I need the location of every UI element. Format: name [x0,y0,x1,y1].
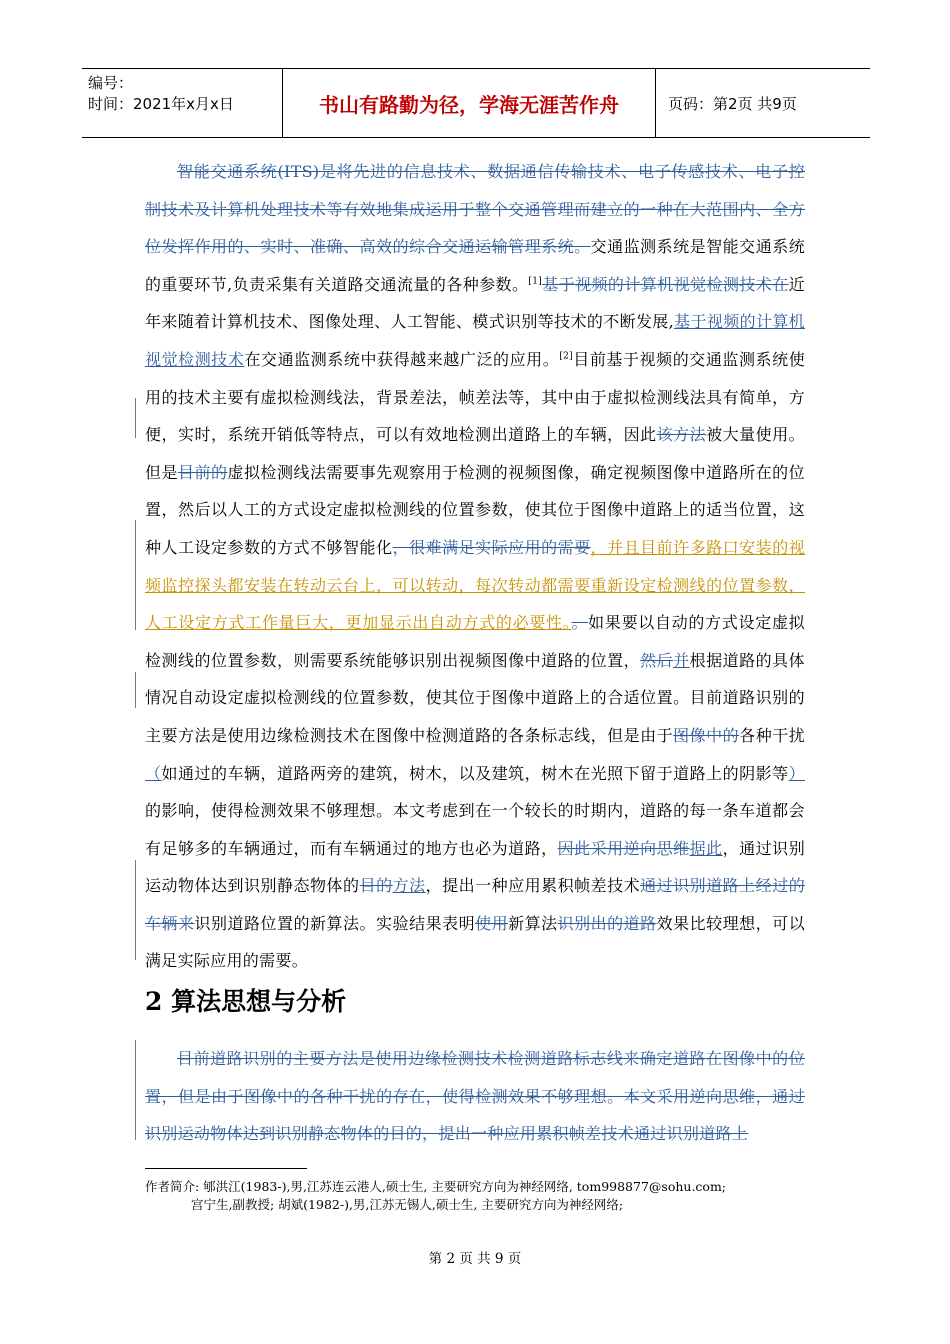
text-run: 如果要以自动的方式设定虚拟检测线的位置参数，则需要系统能够识别出视频图像中道路的位置， [145,613,805,670]
change-bar [135,398,136,438]
change-bar [135,520,136,630]
footnote-line-1: 作者简介: 郇洪江(1983-),男,江苏连云港人,硕士生, 主要研究方向为神经网络, tom998877@sohu.com; [145,1179,727,1194]
deleted-text: 该方法 [656,425,707,445]
page-number: 第 2 页 共 9 页 [428,1251,522,1267]
deleted-text: 因此采用逆向思维 [557,838,690,858]
header-page: 页码：第2页 共9页 [668,94,797,113]
text-run: ，通过识别运动物体达到识别静态物体的 [145,838,805,896]
text-run: 识别道路位置的新算法。实验结果表明 [194,913,476,933]
text-run: 交通监测系统是智能交通系统的重要环节,负责采集有关道路交通流量的各种参数。 [145,237,805,294]
footnote-line-2: 宫宁生,副教授; 胡斌(1982-),男,江苏无锡人,硕士生, 主要研究方向为神经网络; [191,1197,624,1212]
text-run: 被大量使用。但是 [145,425,805,482]
header-motto: 书山有路勤为径，学海无涯苦作舟 [283,69,656,137]
deleted-text: 然后 [640,650,674,670]
deleted-text: 目的 [359,876,393,896]
deleted-text: 识别出的道路 [557,913,657,933]
text-run: 根据道路的具体情况自动设定虚拟检测线的位置参数，使其位于图像中道路上的合适位置。目前道路识别的主要方法是使用边缘检测技术在图像中检测道路的各条标志线，但是由于 [145,650,805,745]
citation-ref: [2] [559,351,573,362]
header-info [82,69,283,137]
text-run: 的影响，使得检测效果不够理想。本文考虑到在一个较长的时期内，道路的每一条车道都会有足够多的车辆通过，而有车辆通过的地方也必为道路， [145,801,805,858]
citation-ref: [1] [528,276,543,287]
header-time: 时间：2021年x月x日 [88,95,234,113]
inserted-text: ） [788,763,805,783]
inserted-text: ，并且目前许多路口安装的视频监控探头都安装在转动云台上，可以转动，每次转动都需要重新设定检测线的位置参数，人工设定方式工作量巨大，更加显示出自动方式的必要性。 [145,537,805,633]
footnote [145,1178,825,1214]
inserted-text: 基于视频的计算机视觉检测技术 [145,312,805,369]
text-run: 近年来随着计算机技术、图像处理、人工智能、模式识别等技术的不断发展, [145,274,805,332]
deleted-text: 使用 [475,913,509,933]
text-run: 在交通监测系统中获得越来越广泛的应用。 [244,349,560,369]
deleted-text: 智能交通系统(ITS)是将先进的信息技术、数据通信传输技术、电子传感技术、电子控制技术及计算机处理技术等有效地集成运用于整个交通管理而建立的一种在大范围内、全方位发挥作用的、实时、准确、高效的综合交通运输管理系统。 [145,162,805,257]
text-run: 各种干扰 [739,725,806,745]
deleted-text: 图像中的 [673,725,740,745]
text-run: 虚拟检测线法需要事先观察用于检测的视频图像，确定视频图像中道路所在的位置，然后以人工的方式设定虚拟检测线的位置参数，使其位于图像中道路上的适当位置，这种人工设定参数的方式不够智能化 [145,462,805,557]
intro-paragraph [145,153,805,980]
text-run: 如通过的车辆，道路两旁的建筑，树木，以及建筑，树木在光照下留于道路上的阴影等 [161,763,789,783]
text-run: 效果比较理想，可以满足实际应用的需要。 [145,913,805,971]
change-bar [135,1040,136,1140]
change-bar [135,860,136,960]
footnote-rule [145,1168,307,1169]
inserted-text: 方法 [392,876,426,896]
body-text [145,153,805,980]
deleted-paragraph [145,1040,805,1152]
section-heading: 2 算法思想与分析 [145,987,347,1016]
inserted-text: 并 [673,650,690,670]
text-run: ，提出一种应用累积帧差技术 [425,876,641,896]
deleted-text: 通过识别道路上经过的车辆来 [145,876,805,933]
page-header [82,68,870,138]
text-run: 目前基于视频的交通监测系统使用的技术主要有虚拟检测线法，背景差法，帧差法等，其中由于虚拟检测线法具有简单，方便，实时，系统开销低等特点，可以有效地检测出道路上的车辆，因此 [145,349,805,445]
text-run: 新算法 [508,913,558,933]
deleted-text: 目前的 [178,462,228,482]
header-number: 编号： [88,74,134,92]
deleted-text: 。 [571,613,589,633]
deleted-text: ，很难满足实际应用的需要 [392,537,591,557]
change-bar [135,672,136,708]
inserted-text: 据此 [689,838,723,858]
deleted-text: 基于视频的计算机视觉检测技术在 [542,274,789,294]
inserted-text: （ [145,763,162,783]
deleted-text: 目前道路识别的主要方法是使用边缘检测技术检测道路标志线来确定道路在图像中的位置，但是由于图像中的各种干扰的存在，使得检测效果不够理想。本文采用逆向思维，通过识别运动物体达到识别静态物体的目的，提出一种应用累积帧差技术通过识别道路上 [145,1049,805,1144]
